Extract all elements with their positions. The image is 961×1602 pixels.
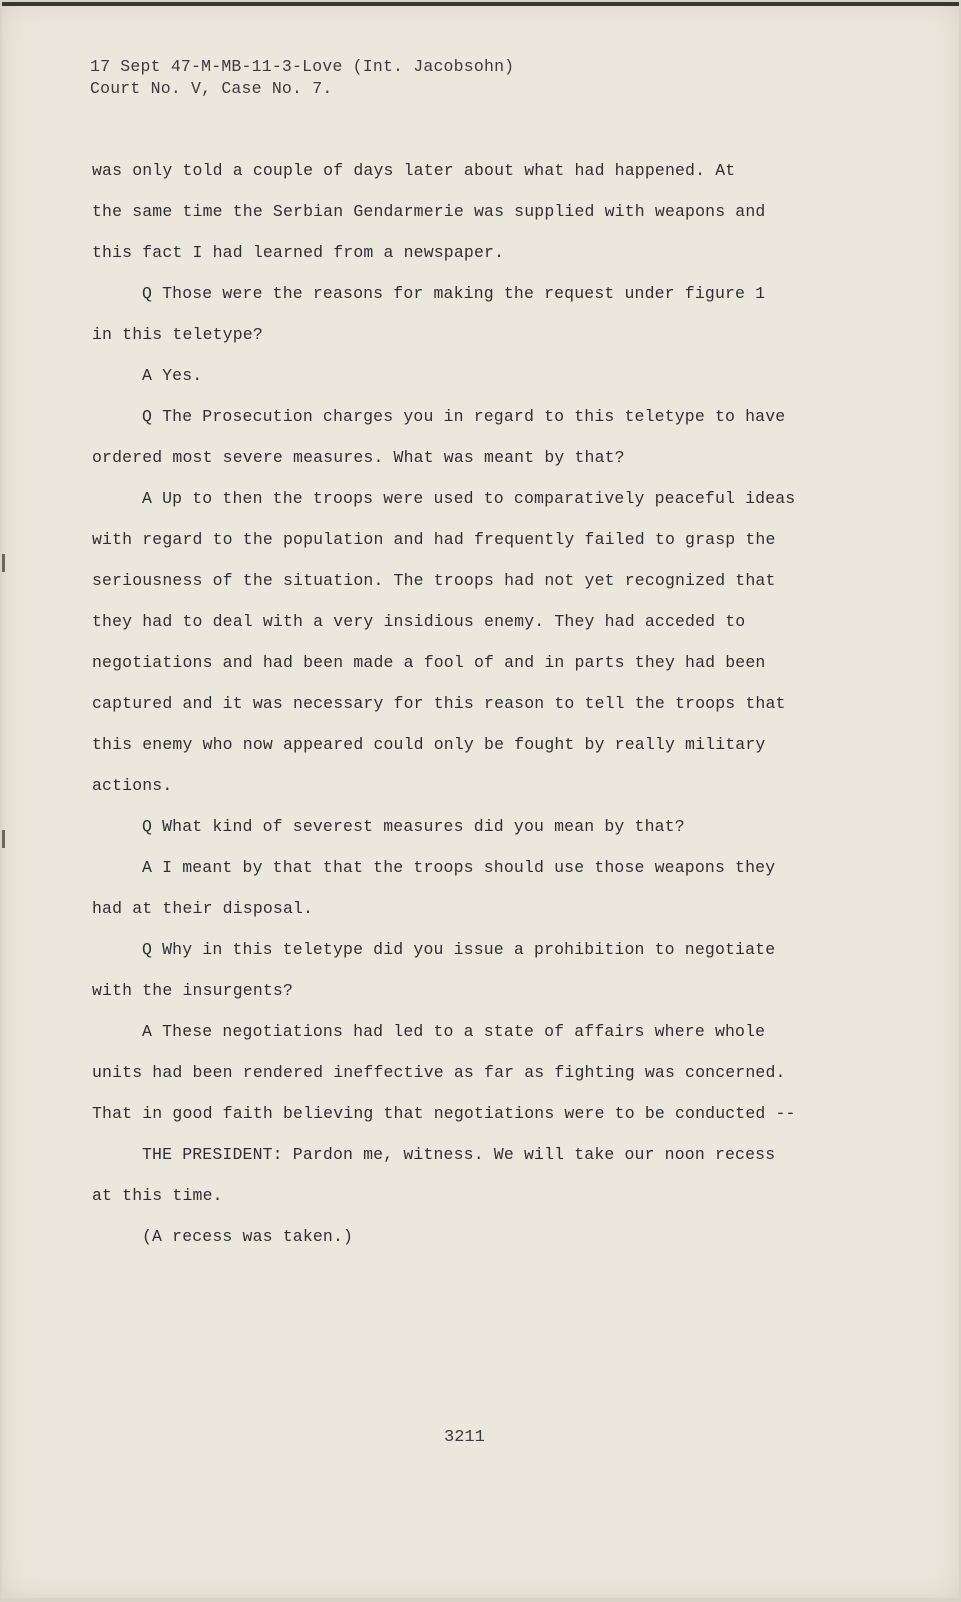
transcript-line: Q Those were the reasons for making the request under figure 1	[142, 284, 766, 303]
transcript-line: A I meant by that that the troops should use those weapons they	[142, 858, 776, 877]
binding-mark	[2, 830, 5, 848]
header-court-line: Court No. V, Case No. 7.	[90, 79, 333, 98]
page-top-edge	[2, 2, 959, 6]
transcript-line: That in good faith believing that negotiations were to be conducted --	[92, 1104, 796, 1123]
transcript-line: at this time.	[92, 1186, 223, 1205]
header-session-line: 17 Sept 47-M-MB-11-3-Love (Int. Jacobsohn)	[90, 57, 515, 76]
transcript-line: negotiations and had been made a fool of and in parts they had been	[92, 653, 766, 672]
transcript-line: had at their disposal.	[92, 899, 314, 918]
transcript-line: actions.	[92, 776, 173, 795]
transcript-line: Q Why in this teletype did you issue a prohibition to negotiate	[142, 940, 776, 959]
document-header	[90, 56, 514, 100]
transcript-line: this enemy who now appeared could only be fought by really military	[92, 735, 766, 754]
transcript-line: with regard to the population and had frequently failed to grasp the	[92, 530, 776, 549]
transcript-line: with the insurgents?	[92, 981, 294, 1000]
transcript-line: ordered most severe measures. What was meant by that?	[92, 448, 625, 467]
transcript-line: Q What kind of severest measures did you mean by that?	[142, 817, 685, 836]
transcript-line: THE PRESIDENT: Pardon me, witness. We will take our noon recess	[142, 1145, 776, 1164]
transcript-line: A Up to then the troops were used to comparatively peaceful ideas	[142, 489, 796, 508]
transcript-line: the same time the Serbian Gendarmerie was supplied with weapons and	[92, 202, 766, 221]
transcript-line: was only told a couple of days later about what had happened. At	[92, 161, 736, 180]
transcript-line: they had to deal with a very insidious enemy. They had acceded to	[92, 612, 746, 631]
transcript-line: (A recess was taken.)	[142, 1227, 354, 1246]
transcript-line: A These negotiations had led to a state of affairs where whole	[142, 1022, 766, 1041]
transcript-line: A Yes.	[142, 366, 203, 385]
transcript-line: seriousness of the situation. The troops had not yet recognized that	[92, 571, 776, 590]
binding-mark	[2, 554, 5, 572]
transcript-line: in this teletype?	[92, 325, 263, 344]
transcript-body	[92, 150, 827, 1257]
transcript-page	[2, 2, 959, 1598]
transcript-line: units had been rendered ineffective as far as fighting was concerned.	[92, 1063, 786, 1082]
transcript-line: this fact I had learned from a newspaper.	[92, 243, 505, 262]
transcript-line: Q The Prosecution charges you in regard to this teletype to have	[142, 407, 786, 426]
page-number: 3211	[444, 1428, 485, 1447]
transcript-line: captured and it was necessary for this reason to tell the troops that	[92, 694, 786, 713]
